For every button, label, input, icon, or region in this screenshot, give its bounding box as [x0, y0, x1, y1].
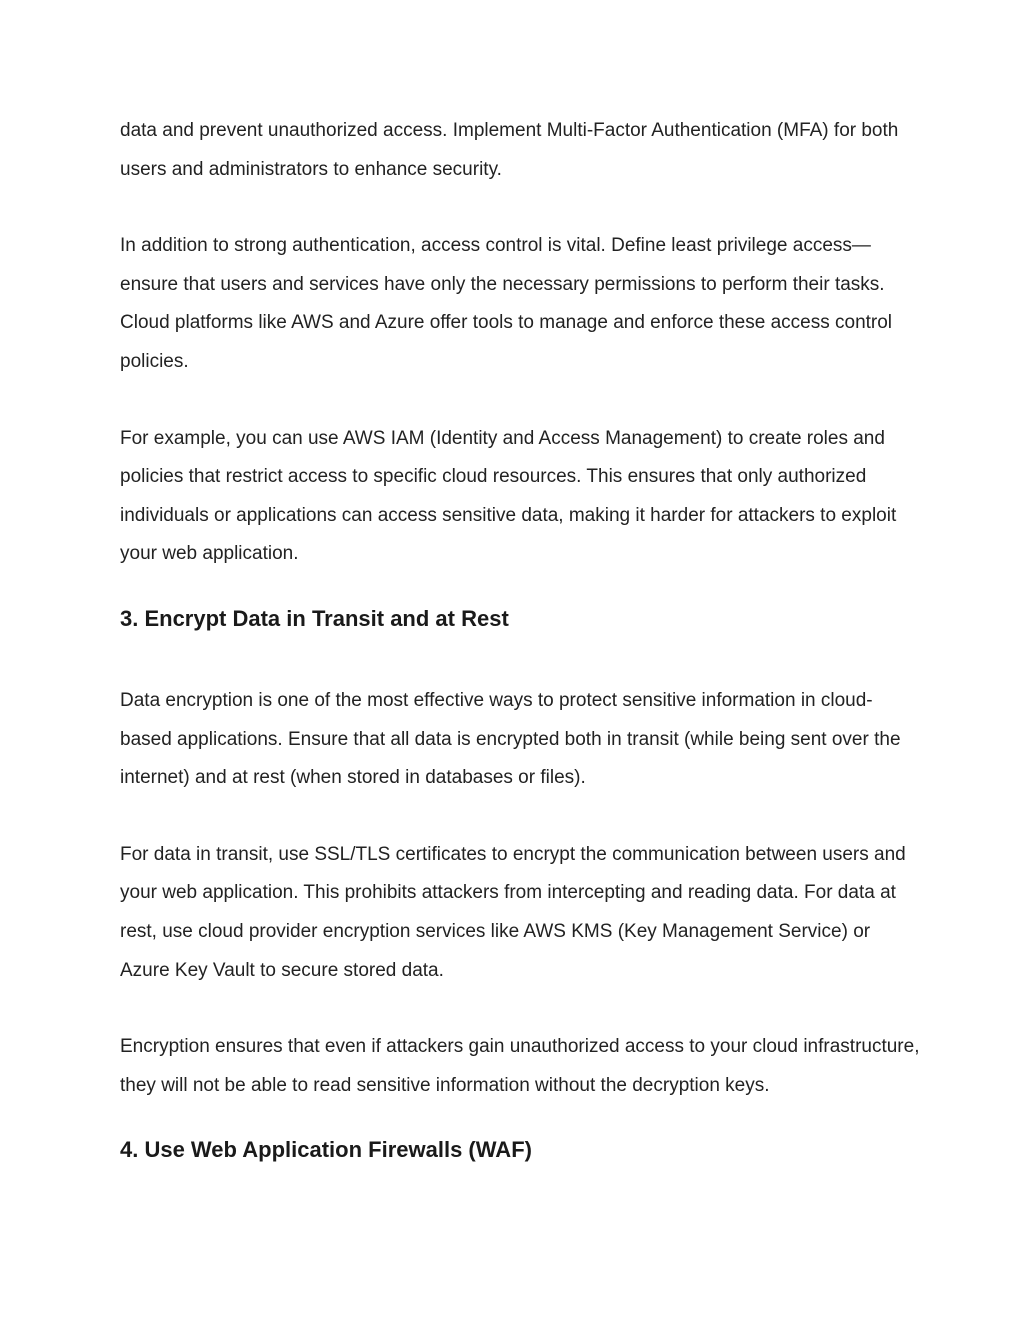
- paragraph-encryption-summary: Encryption ensures that even if attackers gain unauthorized access to your cloud infrastructure, they will not be able to read sensitive information without the decryption keys.: [120, 1036, 920, 1096]
- section-4-heading: 4. Use Web Application Firewalls (WAF): [120, 1137, 532, 1163]
- paragraph-aws-iam-example: For example, you can use AWS IAM (Identity and Access Management) to create roles and policies that restrict access to specific cloud resources. This ensures that only authorized individuals or applications can access sensitive data, making it harder for attackers to exploit your web application.: [120, 427, 897, 565]
- paragraph-mfa: data and prevent unauthorized access. Implement Multi-Factor Authentication (MFA) for both users and administrators to enhance security.: [120, 120, 899, 180]
- paragraph-data-in-transit: For data in transit, use SSL/TLS certificates to encrypt the communication between users and your web application. This prohibits attackers from intercepting and reading data. For data at rest, use cloud provider encryption services like AWS KMS (Key Management Service) or Azure Key Vault to secure stored data.: [120, 843, 906, 981]
- section-3-heading: 3. Encrypt Data in Transit and at Rest: [120, 605, 509, 631]
- document-page: [120, 112, 920, 1165]
- paragraph-access-control: In addition to strong authentication, access control is vital. Define least privilege access—ensure that users and services have only the necessary permissions to perform their tasks. Cloud platforms like AWS and Azure offer tools to manage and enforce these access control policies.: [120, 235, 893, 372]
- paragraph-encryption-intro: Data encryption is one of the most effective ways to protect sensitive information in cloud-based applications. Ensure that all data is encrypted both in transit (while being sent over the internet) and at rest (when stored in databases or files).: [120, 689, 901, 789]
